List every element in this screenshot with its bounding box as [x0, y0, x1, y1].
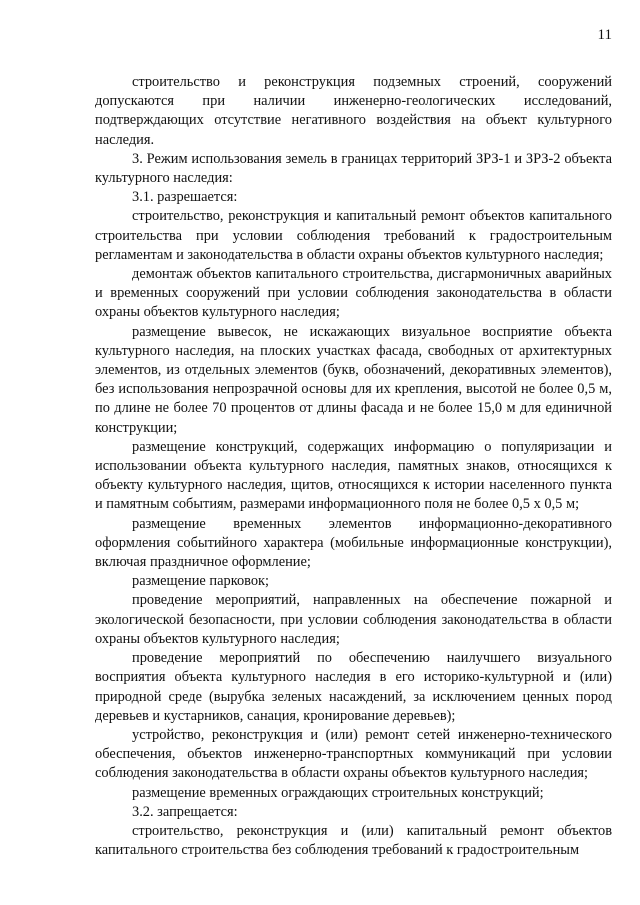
- paragraph: 3.1. разрешается:: [132, 189, 238, 206]
- paragraph: 3.2. запрещается:: [132, 803, 238, 820]
- paragraph: проведение мероприятий по обеспечению наилучшего визуального восприятия объекта культурного наследия в его историко-культурной и (или) природной среде (вырубка зеленых насаждений, за исключением ценных пород деревьев и кустарников, санация, кронирование деревьев);: [95, 650, 612, 724]
- paragraph: размещение парковок;: [132, 573, 270, 590]
- paragraph: строительство и реконструкция подземных строений, сооружений допускаются при наличии инженерно-геологических исследований, подтверждающих отсутствие негативного воздействия на объект культурного наследия.: [95, 74, 612, 148]
- paragraph: 3. Режим использования земель в границах территорий ЗРЗ-1 и ЗРЗ-2 объекта культурного наследия:: [95, 150, 612, 187]
- paragraph: устройство, реконструкция и (или) ремонт сетей инженерно-технического обеспечения, объектов инженерно-транспортных коммуникаций при условии соблюдения законодательства в области охраны объектов культурного наследия;: [95, 726, 612, 782]
- paragraph: демонтаж объектов капитального строительства, дисгармоничных аварийных и временных сооружений при условии соблюдения законодательства в области охраны объектов культурного наследия;: [95, 266, 612, 321]
- paragraph: строительство, реконструкция и капитальный ремонт объектов капитального строительства при условии соблюдения требований к градостроительным регламентам и законодательства в области охраны объектов культурного наследия;: [95, 208, 612, 263]
- paragraph: строительство, реконструкция и (или) капитальный ремонт объектов капитального строительства без соблюдения требований к градостроительным: [95, 822, 612, 859]
- paragraph: проведение мероприятий, направленных на обеспечение пожарной и экологической безопасности, при условии соблюдения законодательства в области охраны объектов культурного наследия;: [95, 592, 612, 647]
- paragraph: размещение временных элементов информационно-декоративного оформления событийного характера (мобильные информационные конструкции), включая праздничное оформление;: [95, 515, 612, 571]
- page-number: 11: [597, 27, 612, 43]
- document-body: [95, 73, 612, 860]
- paragraph: размещение временных ограждающих строительных конструкций;: [132, 784, 544, 801]
- paragraph: размещение вывесок, не искажающих визуальное восприятие объекта культурного наследия, на плоских участках фасада, свободных от архитектурных элементов, из отдельных элементов (букв, обозначений, декоративных элементов), без использования непрозрачной основы для их крепления, высотой не более 0,5 м, по длине не более 70 процентов от длины фасада и не более 15,0 м для единичной конструкции;: [95, 323, 612, 436]
- paragraph: размещение конструкций, содержащих информацию о популяризации и использовании объекта культурного наследия, памятных знаков, относящихся к объекту культурного наследия, щитов, относящихся к истории населенного пункта и памятным событиям, размерами информационного поля не более 0,5 х 0,5 м;: [95, 438, 612, 513]
